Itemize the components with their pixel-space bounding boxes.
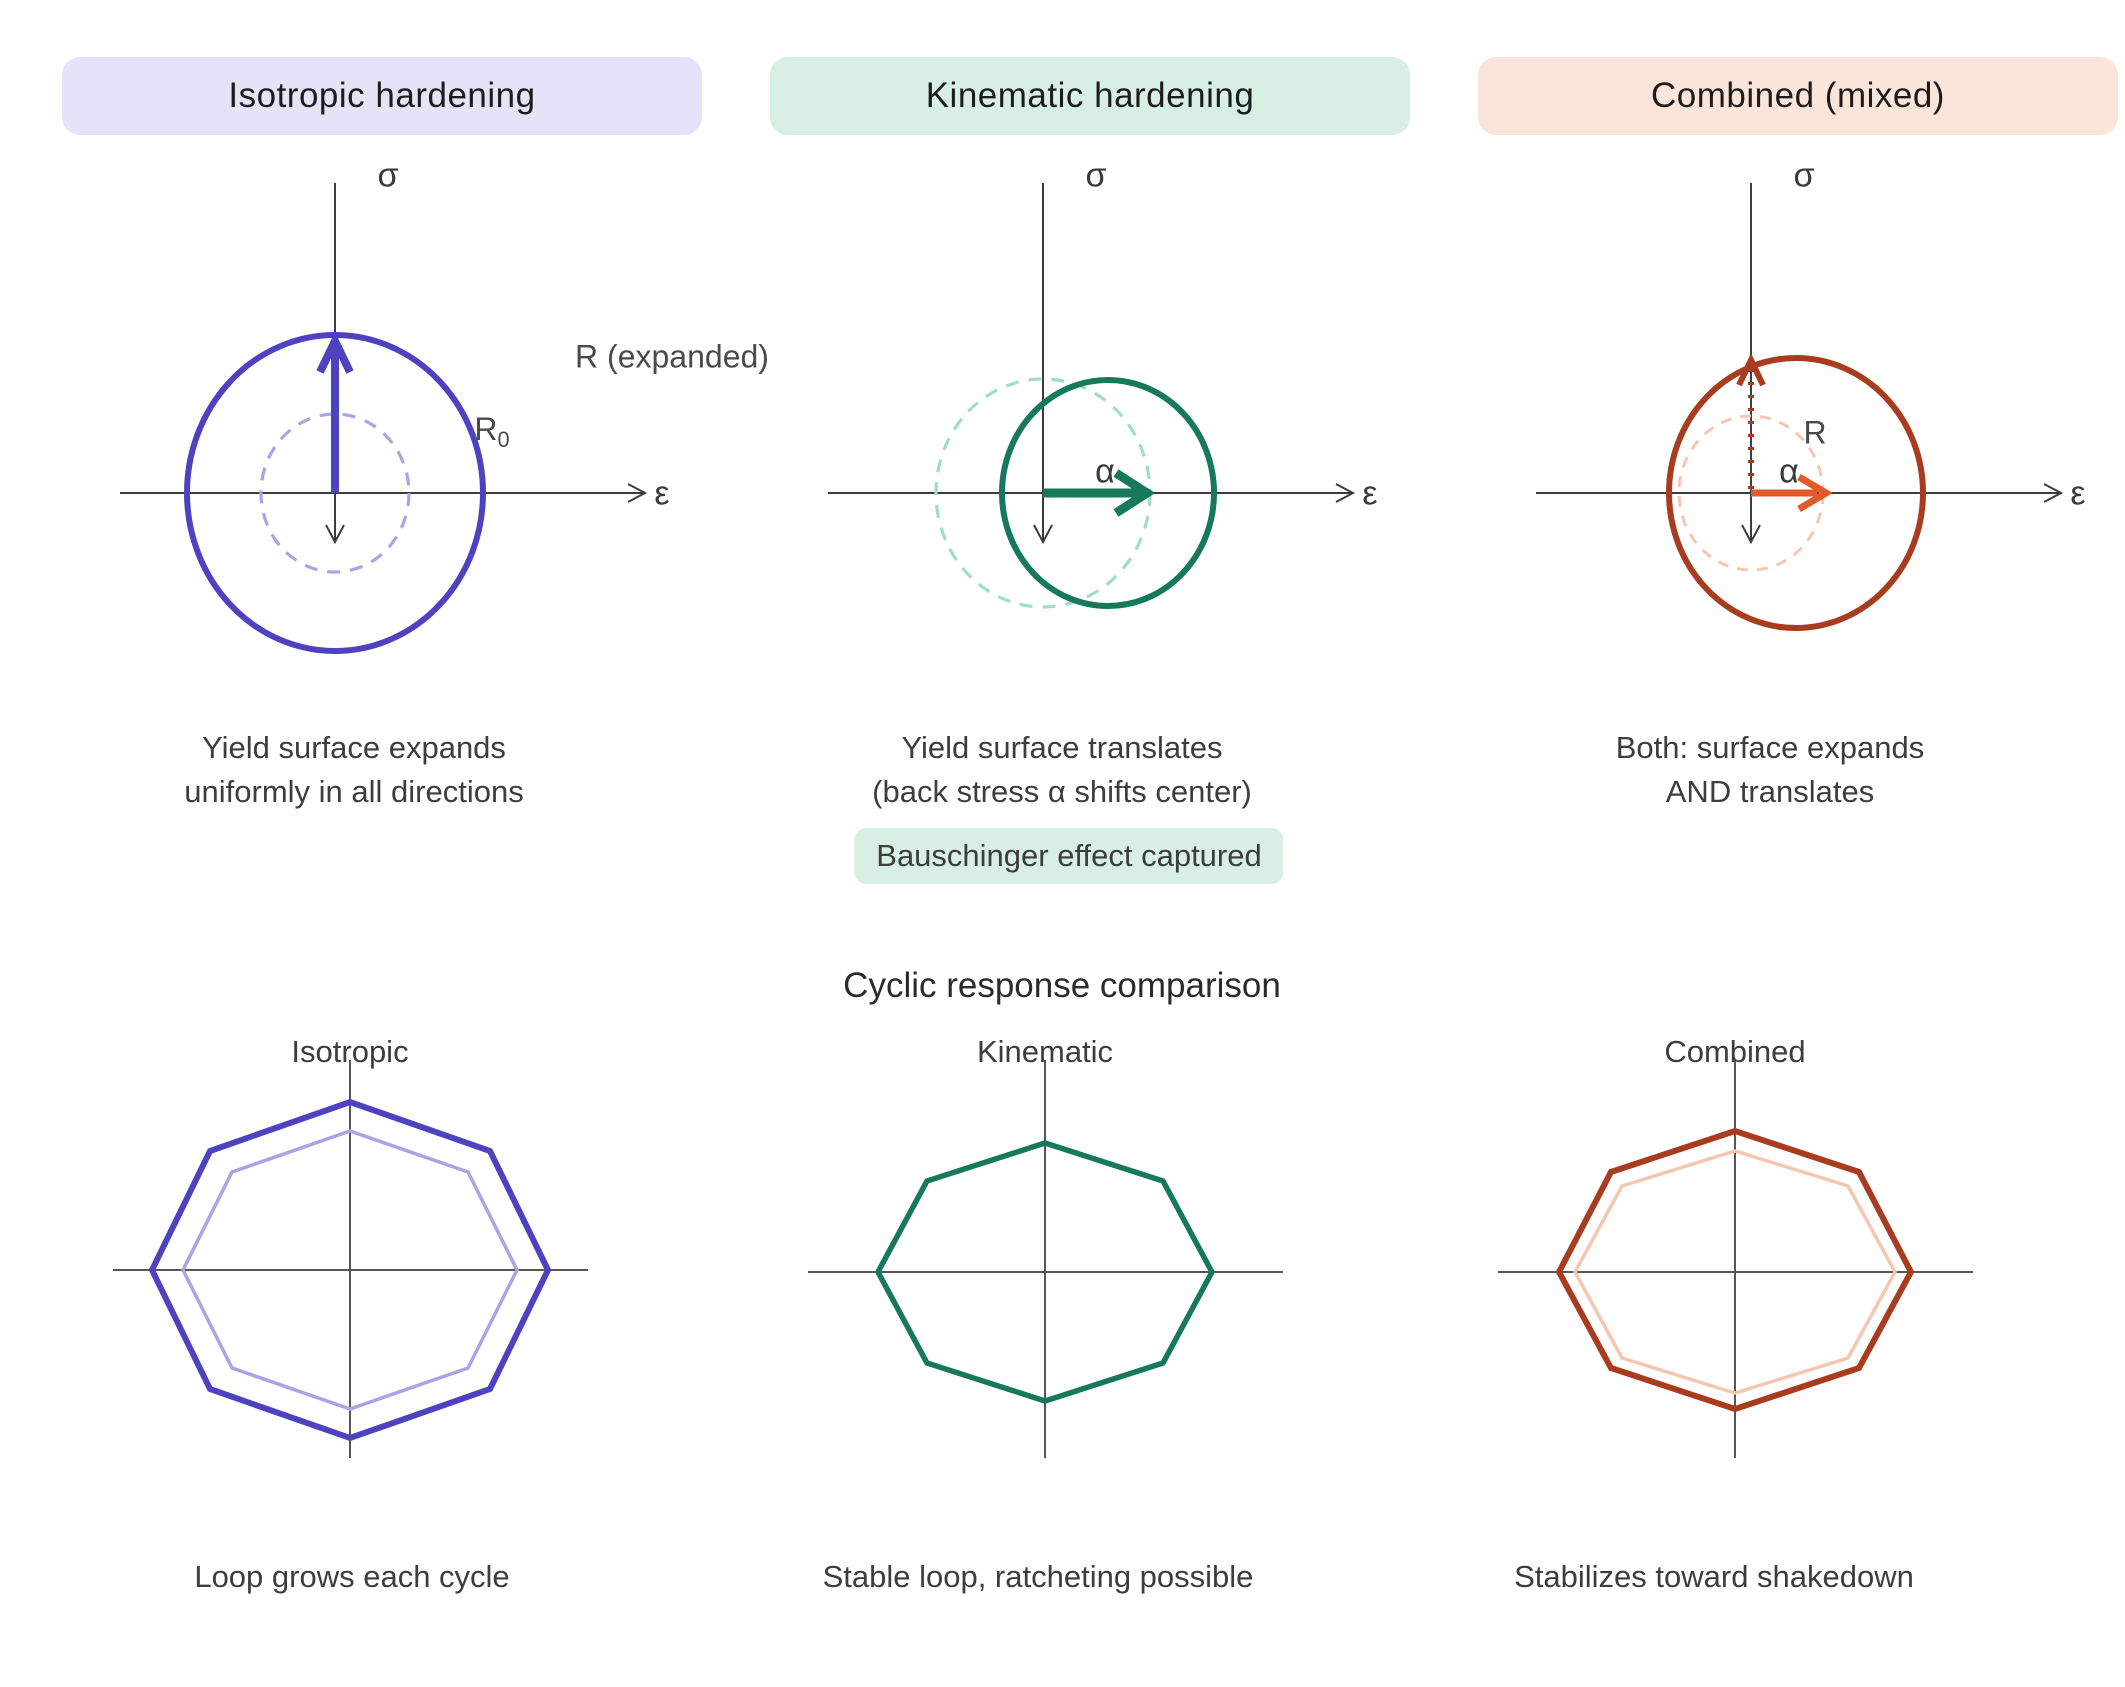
kinematic-caption <box>872 726 1252 814</box>
radius-initial-label <box>474 411 509 453</box>
sigma-axis-label: σ <box>377 156 399 195</box>
sigma-axis-label: σ <box>1793 156 1815 195</box>
back-stress-alpha-label: α <box>1095 452 1115 491</box>
kinematic-caption-line1: Yield surface translates <box>901 730 1223 765</box>
isotropic-yield-plot <box>120 183 645 651</box>
kinematic-yield-plot <box>828 183 1353 607</box>
kinematic-caption-line2: (back stress α shifts center) <box>872 774 1252 809</box>
epsilon-axis-label: ε <box>654 474 670 513</box>
bauschinger-highlight: Bauschinger effect captured <box>854 828 1283 884</box>
cyclic-kinematic-label: Kinematic <box>976 1034 1114 1069</box>
back-stress-alpha-label: α <box>1779 452 1799 491</box>
isotropic-caption-line1: Yield surface expands <box>202 730 506 765</box>
epsilon-axis-label: ε <box>2070 474 2086 513</box>
cyclic-combined-label: Combined <box>1664 1034 1806 1069</box>
radius-initial-main: R <box>474 410 498 447</box>
combined-caption-line2: AND translates <box>1665 774 1875 809</box>
cyclic-combined-caption: Stabilizes toward shakedown <box>1514 1559 1914 1594</box>
combined-caption <box>1616 726 1924 814</box>
sigma-axis-label: σ <box>1085 156 1107 195</box>
isotropic-caption-line2: uniformly in all directions <box>184 774 524 809</box>
cyclic-kinematic-plot <box>808 1060 1283 1458</box>
isotropic-caption <box>184 726 523 814</box>
radius-expanded-label: R (expanded) <box>575 338 769 375</box>
radius-label: R <box>1803 414 1827 451</box>
header-isotropic: Isotropic hardening <box>62 57 702 135</box>
cyclic-combined-plot <box>1498 1060 1973 1458</box>
cyclic-isotropic-plot <box>113 1060 588 1458</box>
combined-caption-line1: Both: surface expands <box>1615 730 1925 765</box>
cyclic-isotropic-label: Isotropic <box>291 1034 409 1069</box>
cyclic-kinematic-caption: Stable loop, ratcheting possible <box>822 1559 1254 1594</box>
combined-yield-plot <box>1536 183 2061 628</box>
header-combined: Combined (mixed) <box>1478 57 2118 135</box>
cyclic-isotropic-caption: Loop grows each cycle <box>194 1559 510 1594</box>
radius-initial-subscript: 0 <box>497 427 510 453</box>
cyclic-section-title: Cyclic response comparison <box>843 966 1281 1005</box>
epsilon-axis-label: ε <box>1362 474 1378 513</box>
header-kinematic: Kinematic hardening <box>770 57 1410 135</box>
